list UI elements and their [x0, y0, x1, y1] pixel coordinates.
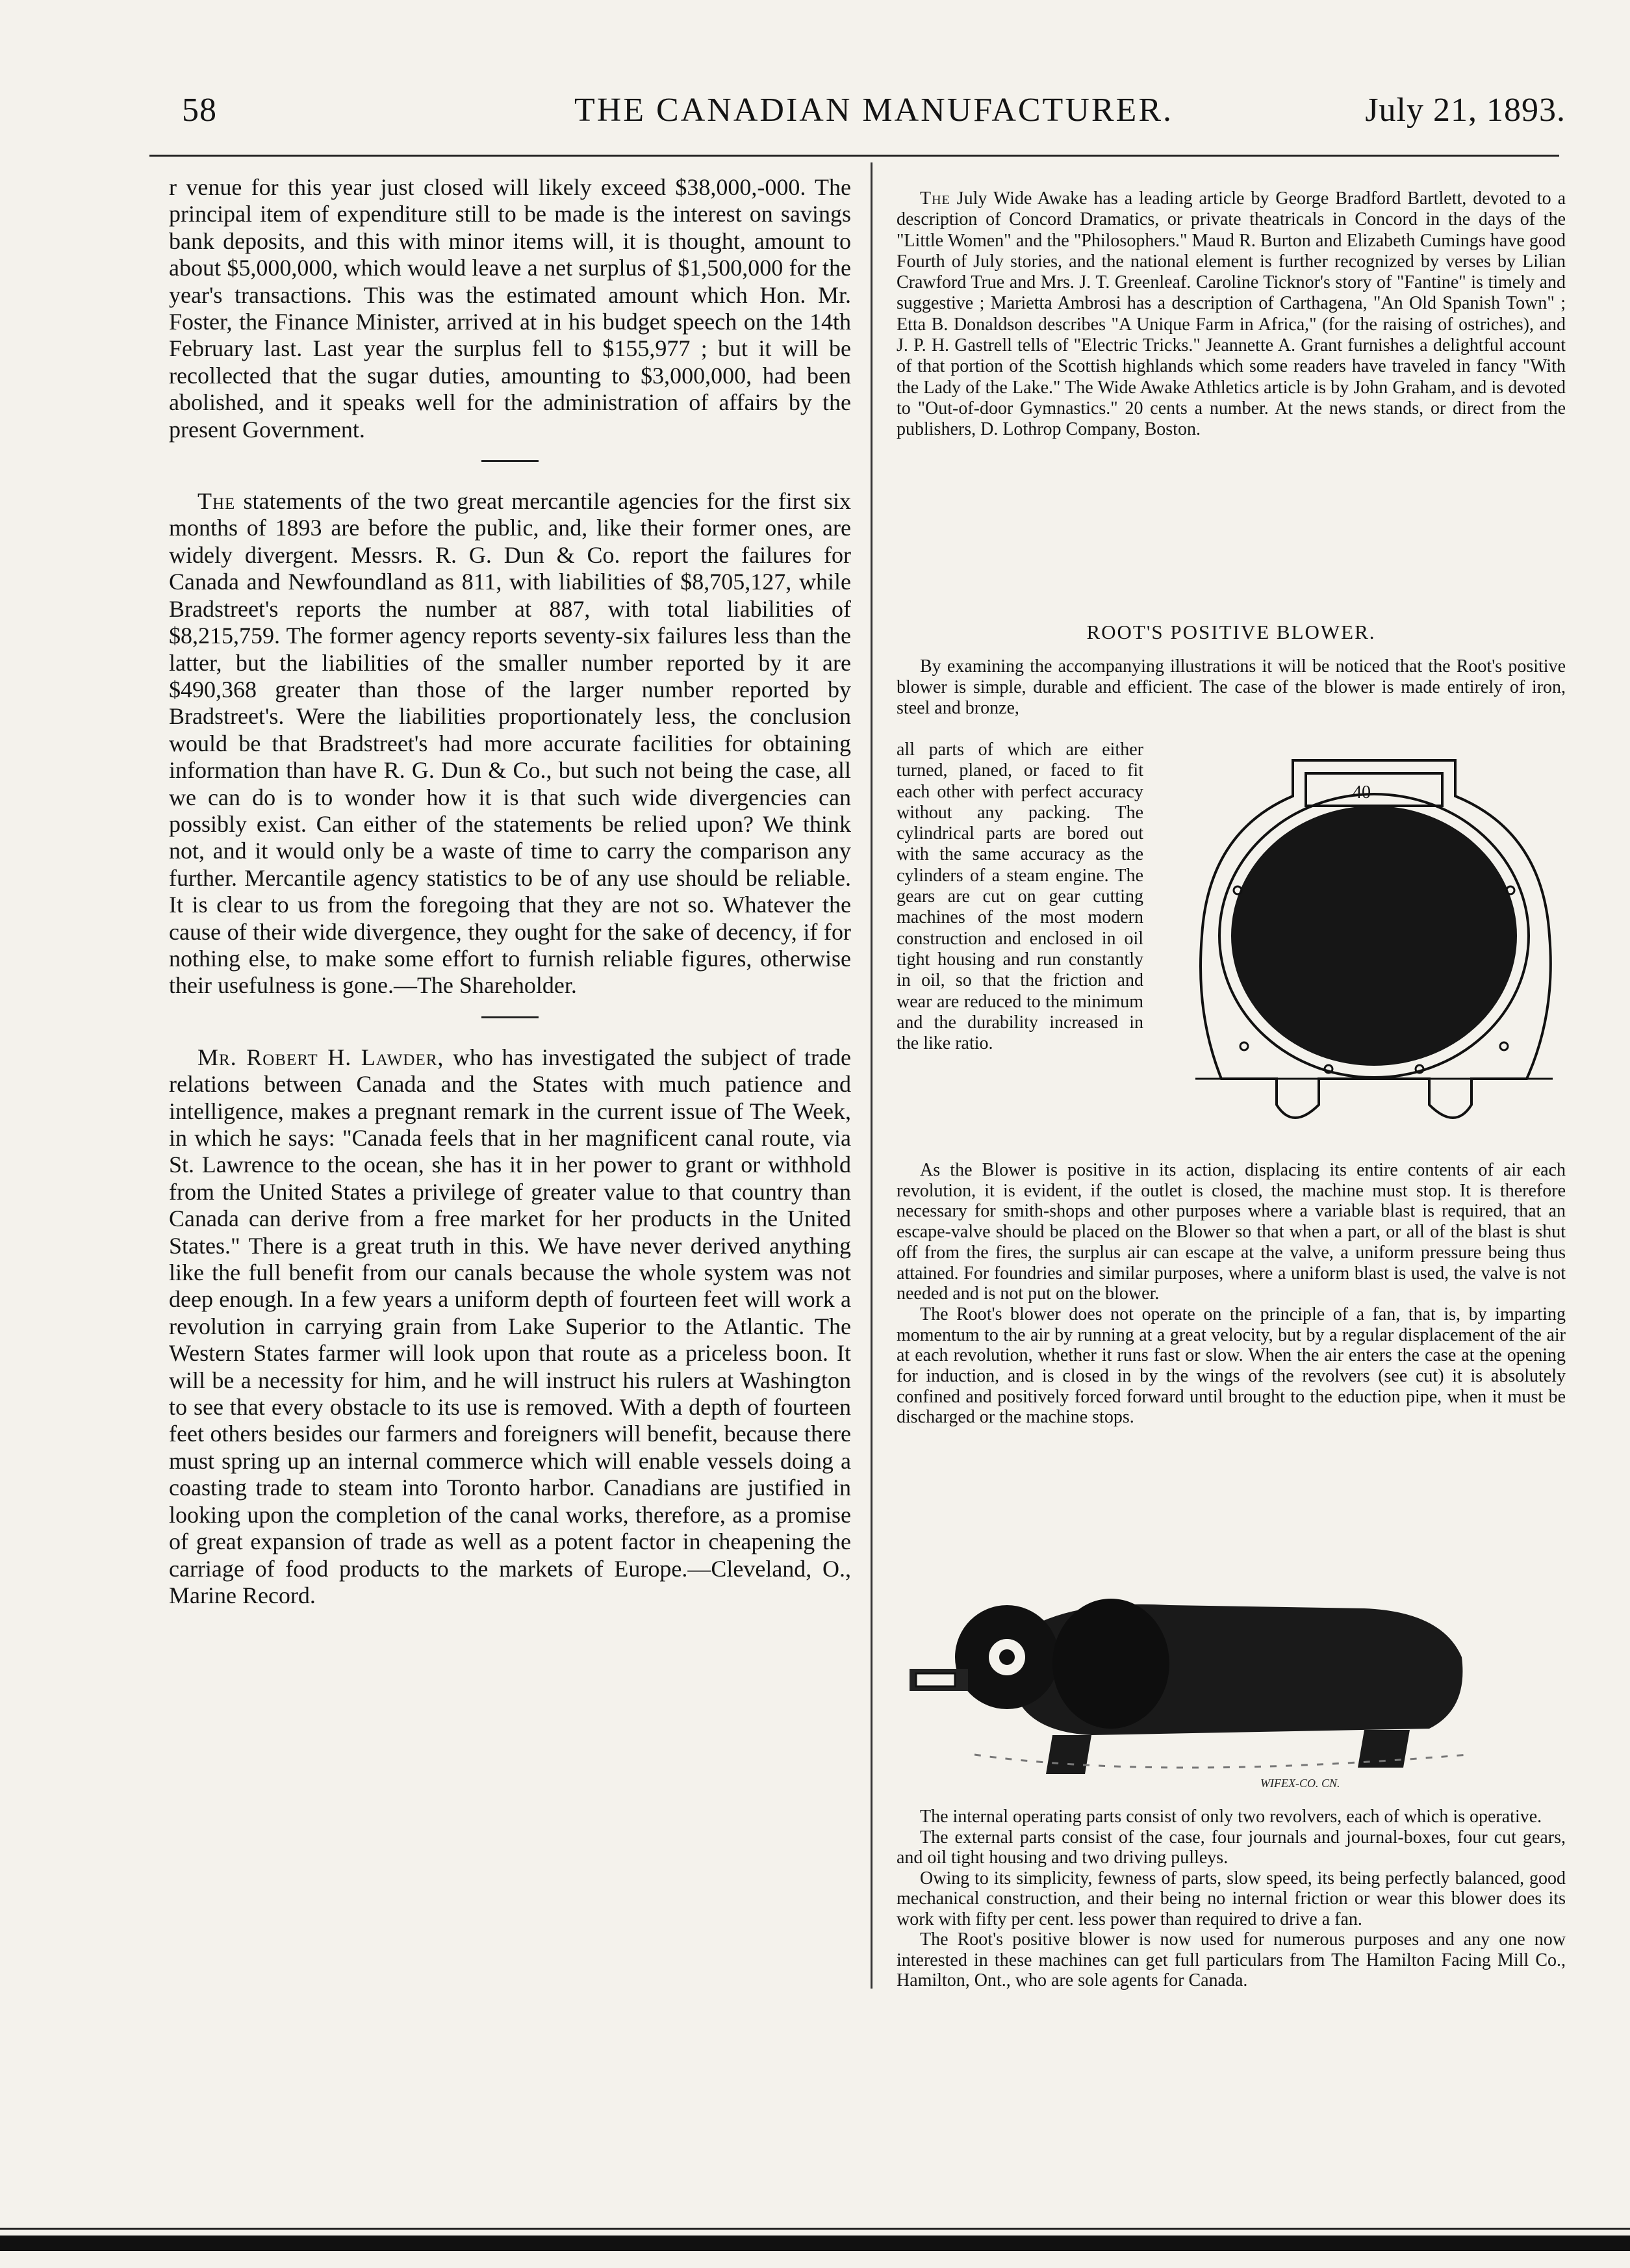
blower-narrow-text	[897, 740, 1143, 1054]
section-separator	[481, 1016, 539, 1018]
blower-intro	[897, 656, 1566, 719]
paragraph-text: statements of the two great mercantile agencies for the first six months of 1893 are before the public, and, like their former ones, are widely divergent. Messrs. R. G. Dun & Co. report the failures for Canada and Newfoundland as 811, with liabilities of $8,705,127, while Bradstreet's reports the number at 887, with total liabilities of $8,215,759. The former agency reports seventy-six failures less than the latter, but the liabilities of the smaller number reported by it are $490,368 greater than those of the larger number reported by Bradstreet's. Were the liabilities proportionately less, the conclusion would be that Bradstreet's had more accurate facilities for obtaining information than have R. G. Dun & Co., but such not being the case, all we can do is to wonder how it is that such wide divergencies can possibly exist. Can either of the statements be relied upon? We think not, and it would only be a waste of time to carry the comparison any further. Mercantile agency statistics to be of any use should be reliable. It is clear to us from the foregoing that they are not so. Whatever the cause of their wide divergence, they ought for the sake of decency, if for nothing else, to make some effort to furnish reliable figures, otherwise their usefulness is gone.—The Shareholder.	[169, 488, 851, 999]
blower-machine-illustration	[897, 1560, 1566, 1794]
publication-title: THE CANADIAN MANUFACTURER.	[574, 92, 1174, 129]
page-number: 58	[182, 92, 217, 129]
blower-parts-text	[897, 1807, 1566, 1991]
paragraph-internal-parts: The internal operating parts consist of only two revolvers, each of which is operative.	[920, 1807, 1542, 1827]
lead-word: Mr. Robert H. Lawder,	[197, 1044, 444, 1070]
paragraph-simplicity: Owing to its simplicity, fewness of parts, slow speed, its being perfectly balanced, good mechanical construction, and their being no internal friction or wear this blower does its work with fifty per cent. less power than required to drive a fan.	[897, 1868, 1566, 1929]
paragraph-parts: all parts of which are either turned, planed, or faced to fit each other with perfect accuracy without any packing. The cylindrical parts are bored out with the same accuracy as the cylinders of a steam engine. The gears are cut on gear cutting machines of the most modern construction and enclosed in oil tight housing and run constantly in oil, so that the friction and wear are reduced to the minimum and the durability increased in the like ratio.	[897, 740, 1143, 1054]
paragraph-text: July Wide Awake has a leading article by George Bradford Bartlett, devoted to a description of Concord Dramatics, or private theatricals in Concord in the days of the "Little Women" and the "Philosophers." Maud R. Burton and Elizabeth Cumings have good Fourth of July stories, and the national element is further recognized by verses by Lilian Crawford True and Mrs. J. T. Greenleaf. Caroline Ticknor's story of "Fantine" is timely and suggestive ; Marietta Ambrosi has a description of Carthagena, "An Old Spanish Town" ; Etta B. Donaldson describes "A Unique Farm in Africa," (for the raising of ostriches), and J. P. H. Gastrell tells of "Electric Tricks." Jeannette A. Grant furnishes a delightful account of that portion of the Scottish highlands which some readers have traveled in fancy "With the Lady of the Lake." The Wide Awake Athletics article is by John Graham, and is devoted to "Out-of-door Gymnastics." 20 cents a number. At the news stands, or direct from the publishers, D. Lothrop Company, Boston.	[897, 188, 1566, 440]
header-rule	[149, 155, 1559, 157]
paragraph-revenue: r venue for this year just closed will likely exceed $38,000,-000. The principal item of expenditure still to be made is the interest on savings bank deposits, and this with minor items will, it is thought, amount to about $5,000,000, which would leave a net surplus of $1,500,000 for the year's transactions. This was the estimated amount which Hon. Mr. Foster, the Finance Minister, arrived at in his budget speech on the 14th February last. Last year the surplus fell to $155,977 ; but it will be recollected that the sugar duties, amounting to $3,000,000, had been abolished, and it speaks well for the administration of affairs by the present Government.	[169, 174, 851, 443]
left-column	[169, 174, 851, 1609]
blower-operation-text	[897, 1160, 1566, 1428]
paragraph-not-a-fan: The Root's blower does not operate on the principle of a fan, that is, by imparting momentum to the air by running at a great velocity, but by a regular displacement of the air at each revolution, whether it runs fast or slow. When the air enters the case at the opening for induction, and is closed in by the wings of the revolvers (see cut) it is absolutely confined and positively forced forward until brought to the eduction pipe, when it must be discharged or the machine stops.	[897, 1304, 1566, 1428]
wide-awake-notice	[897, 188, 1566, 441]
lead-word: The	[197, 488, 236, 515]
paragraph-positive-action: As the Blower is positive in its action, displacing its entire contents of air each revolution, it is evident, if the outlet is closed, the machine must stop. It is therefore necessary for smith-shops and other purposes where a variable blast is required, that an escape-valve should be placed on the Blower so that when a part, or all of the blast is shut off from the fires, the surplus air can escape at the valve, a uniform pressure being thus attained. For foundries and similar purposes, where a uniform blast is used, the valve is not needed and is not put on the blower.	[897, 1160, 1566, 1304]
paragraph-text: who has investigated the subject of trade relations between Canada and the States with much patience and intelligence, makes a pregnant remark in the current issue of The Week, in which he says: "Canada feels that in her magnificent canal route, via St. Lawrence to the ocean, she has it in her power to grant or withhold from the United States a privilege of greater value to that country than Canada can derive from a free market for her products in the United States." There is a great truth in this. We have never derived anything like the full benefit from our canals because the whole system was not deep enough. In a few years a uniform depth of fourteen feet will work a revolution in carrying grain from Lake Superior to the Atlantic. The Western States farmer will look upon that route as a priceless boon. It will be a necessity for him, and he will instruct his rulers at Washington to see that every obstacle to its use is removed. With a depth of fourteen feet others besides our farmers and foreigners will benefit, because there must spring up an internal commerce which will enable vessels doing a coasting trade to steam into Toronto harbor. Canadians are justified in looking upon the completion of the canal works, therefore, as a promise of great expansion of trade as well as a potent factor in cheapening the carriage of food products to the markets of Europe.—Cleveland, O., Marine Record.	[169, 1044, 852, 1608]
paragraph-canal-route	[169, 1044, 851, 1610]
engraver-caption: WIFEX-CO. CN.	[1260, 1777, 1340, 1790]
figure-label: 40	[1353, 782, 1371, 803]
section-separator	[481, 460, 539, 462]
page-header	[182, 91, 1566, 143]
paragraph-external-parts: The external parts consist of the case, four journals and journal-boxes, four cut gears, and oil tight housing and two driving pulleys.	[897, 1827, 1566, 1868]
lead-word: The	[920, 188, 950, 209]
paragraph-wide-awake	[897, 188, 1566, 441]
article-title: ROOT'S POSITIVE BLOWER.	[1086, 621, 1376, 643]
paragraph-mercantile-agencies	[169, 488, 851, 999]
issue-date: July 21, 1893.	[1365, 92, 1566, 129]
footer-rule	[0, 2228, 1630, 2230]
paragraph-agents: The Root's positive blower is now used for numerous purposes and any one now interested in these machines can get full particulars from The Hamilton Facing Mill Co., Hamilton, Ont., who are sole agents for Canada.	[897, 1929, 1566, 1991]
column-divider	[871, 162, 872, 1989]
blower-cross-section-illustration	[1182, 741, 1566, 1144]
footer-bar	[0, 2236, 1630, 2251]
paragraph-intro: By examining the accompanying illustrations it will be noticed that the Root's positive blower is simple, durable and efficient. The case of the blower is made entirely of iron, steel and bronze,	[897, 656, 1566, 718]
